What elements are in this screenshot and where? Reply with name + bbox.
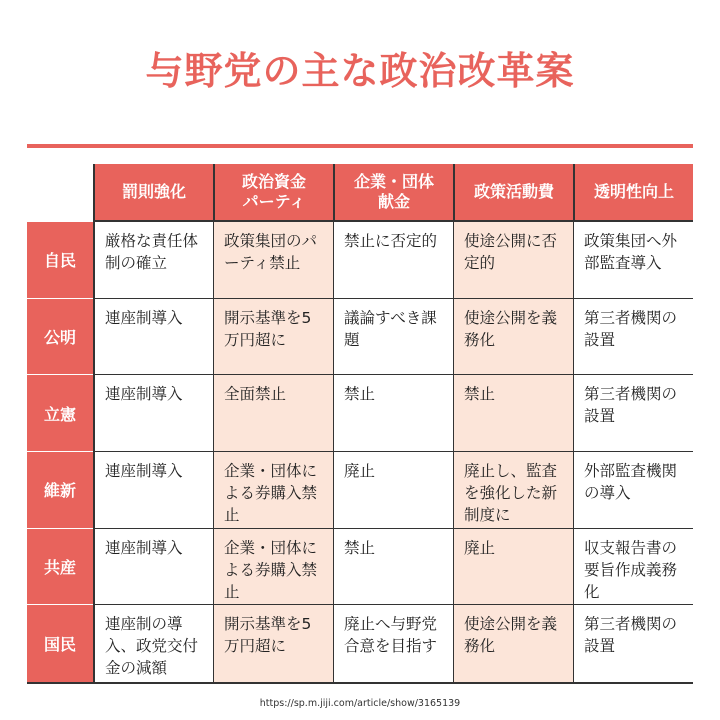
source-url: https://sp.m.jiji.com/article/show/3165139	[259, 698, 461, 709]
party-label: 自民	[27, 222, 93, 299]
table-cell: 第三者機関の設置	[573, 375, 693, 452]
party-label: 国民	[27, 605, 93, 682]
page-title: 与野党の主な政治改革案	[145, 49, 575, 93]
table-cell: 開示基準を5万円超に	[213, 605, 333, 682]
table-cell: 厳格な責任体制の確立	[93, 222, 213, 299]
table-cell: 第三者機関の設置	[573, 299, 693, 376]
table-cell: 廃止へ与野党合意を目指す	[333, 605, 453, 682]
table-cell: 収支報告書の要旨作成義務化	[573, 529, 693, 606]
table-cell: 外部監査機関の導入	[573, 452, 693, 529]
column-header: 政策活動費	[453, 164, 573, 222]
table-cell: 連座制導入	[93, 452, 213, 529]
table-cell: 開示基準を5万円超に	[213, 299, 333, 376]
table-cell: 企業・団体による券購入禁止	[213, 529, 333, 606]
table-cell: 企業・団体による券購入禁止	[213, 452, 333, 529]
table-cell: 廃止し、監査を強化した新制度に	[453, 452, 573, 529]
table-corner	[27, 164, 93, 222]
table-cell: 廃止	[453, 529, 573, 606]
table-cell: 政策集団のパーティ禁止	[213, 222, 333, 299]
party-label: 立憲	[27, 375, 93, 452]
table-cell: 禁止	[453, 375, 573, 452]
table-cell: 議論すべき課題	[333, 299, 453, 376]
table-cell: 連座制導入	[93, 375, 213, 452]
table-cell: 廃止	[333, 452, 453, 529]
party-label: 公明	[27, 299, 93, 376]
table-cell: 禁止に否定的	[333, 222, 453, 299]
table-cell: 全面禁止	[213, 375, 333, 452]
table-cell: 禁止	[333, 529, 453, 606]
column-header: 透明性向上	[573, 164, 693, 222]
title-divider	[27, 144, 693, 148]
table-cell: 連座制導入	[93, 529, 213, 606]
table-cell: 禁止	[333, 375, 453, 452]
policy-table	[27, 164, 693, 684]
table-cell: 連座制導入	[93, 299, 213, 376]
table-cell: 使途公開に否定的	[453, 222, 573, 299]
table-cell: 連座制の導入、政党交付金の減額	[93, 605, 213, 682]
party-label: 維新	[27, 452, 93, 529]
column-header: 企業・団体 献金	[333, 164, 453, 222]
column-header: 罰則強化	[93, 164, 213, 222]
table-cell: 政策集団へ外部監査導入	[573, 222, 693, 299]
table-cell: 使途公開を義務化	[453, 605, 573, 682]
table-cell: 第三者機関の設置	[573, 605, 693, 682]
column-header: 政治資金 パーティ	[213, 164, 333, 222]
table-cell: 使途公開を義務化	[453, 299, 573, 376]
party-label: 共産	[27, 529, 93, 606]
